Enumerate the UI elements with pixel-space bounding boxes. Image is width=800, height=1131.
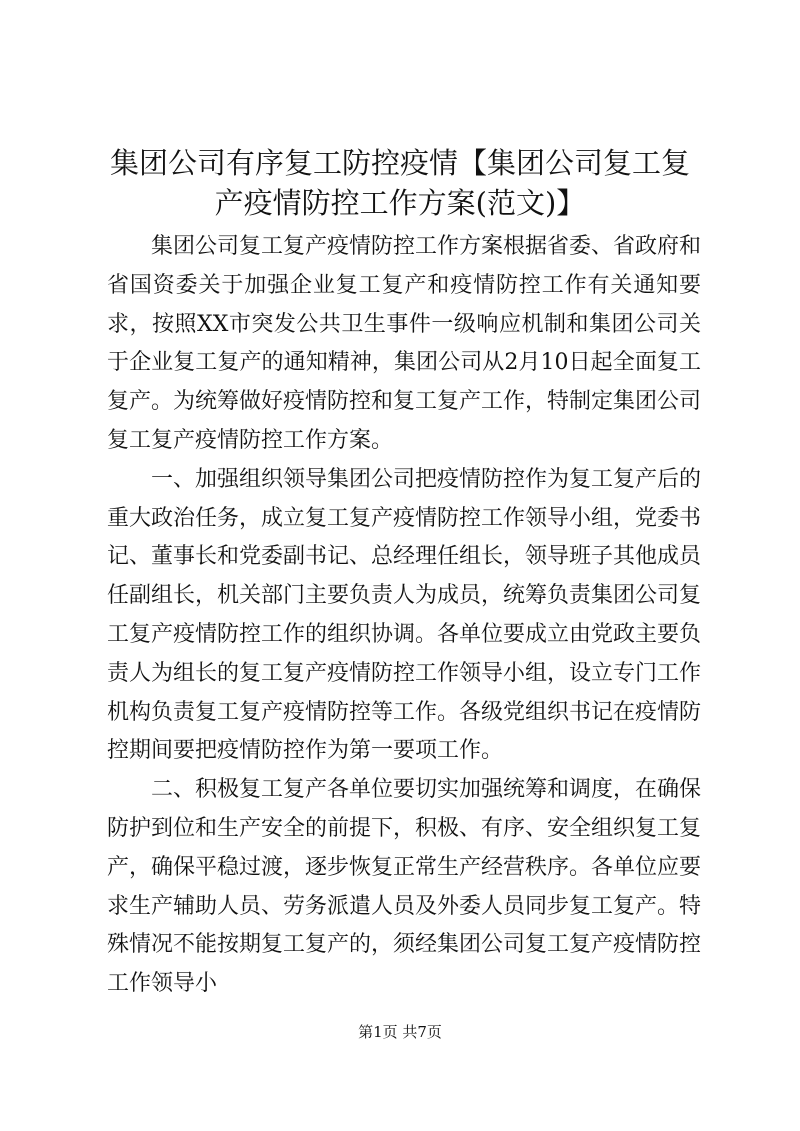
page-number-footer: 第1页 共7页 [358,1023,442,1041]
paragraph-section-2: 二、积极复工复产各单位要切实加强统筹和调度，在确保防护到位和生产安全的前提下，积极、有序、安全组织复工复产，确保平稳过渡，逐步恢复正常生产经营秩序。各单位应要求生产辅助人员、劳务派遣人员及外委人员同步复工复产。特殊情况不能按期复工复产的，须经集团公司复工复产疫情防控工作领导小 [107,777,702,997]
document-body [107,228,701,1004]
paragraph-section-1: 一、加强组织领导集团公司把疫情防控作为复工复产后的重大政治任务，成立复工复产疫情防控工作领导小组，党委书记、董事长和党委副书记、总经理任组长，领导班子其他成员任副组长，机关部门主要负责人为成员，统筹负责集团公司复工复产疫情防控工作的组织协调。各单位要成立由党政主要负责人为组长的复工复产疫情防控工作领导小组，设立专门工作机构负责复工复产疫情防控等工作。各级党组织书记在疫情防控期间要把疫情防控作为第一要项工作。 [107,466,702,764]
paragraph-intro: 集团公司复工复产疫情防控工作方案根据省委、省政府和省国资委关于加强企业复工复产和疫情防控工作有关通知要求，按照XX市突发公共卫生事件一级响应机制和集团公司关于企业复工复产的通知精神，集团公司从2月10日起全面复工复产。为统筹做好疫情防控和复工复产工作，特制定集团公司复工复产疫情防控工作方案。 [107,234,702,453]
document-title: 集团公司有序复工防控疫情【集团公司复工复产疫情防控工作方案(范文)】 [109,146,690,220]
